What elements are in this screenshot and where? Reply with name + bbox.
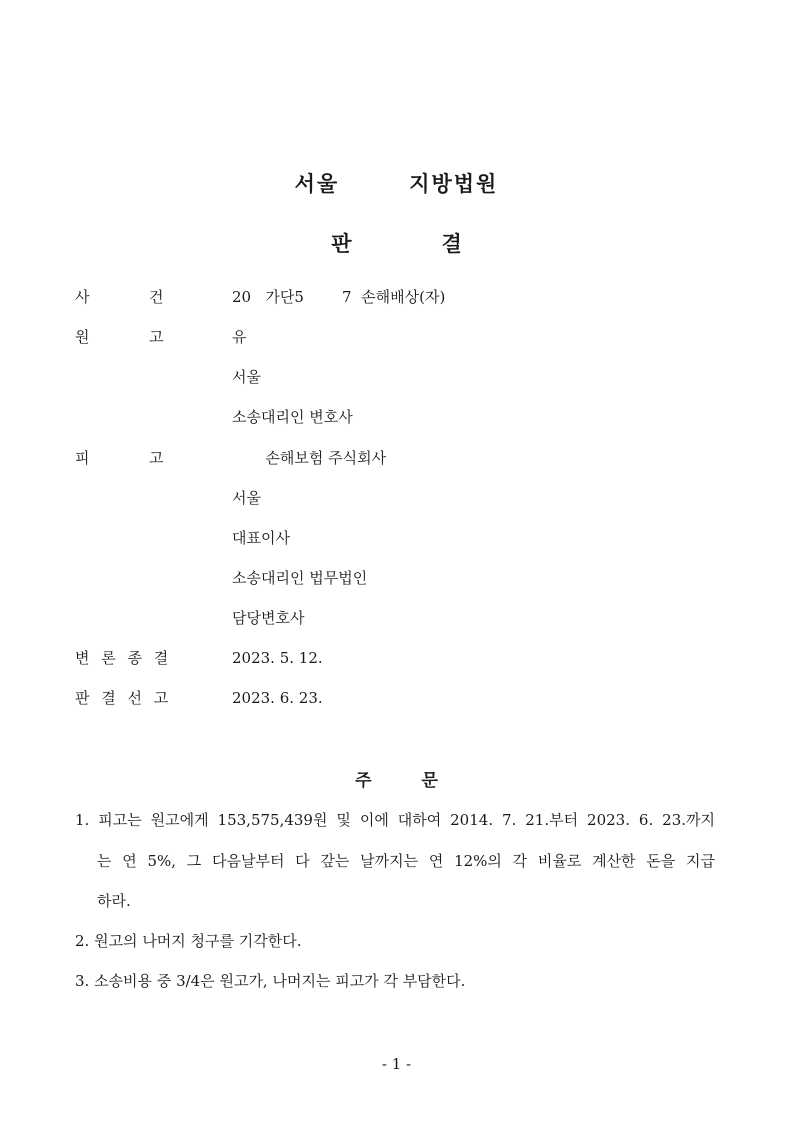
order-title-part2: 문 xyxy=(421,771,438,791)
defendant-address: 서울 xyxy=(232,489,261,507)
order-title-part1: 주 xyxy=(355,771,372,791)
court-name-part1: 서울 xyxy=(294,172,340,196)
defendant-counsel: 소송대리인 법무법인 xyxy=(232,569,368,587)
order-item-3: 3. 소송비용 중 3/4은 원고가, 나머지는 피고가 각 부담한다. xyxy=(75,972,466,990)
defendant-attorney: 담당변호사 xyxy=(232,609,305,627)
plaintiff-address: 서울 xyxy=(232,368,261,386)
document-title-part2: 결 xyxy=(441,232,462,256)
order-item-2: 2. 원고의 나머지 청구를 기각한다. xyxy=(75,932,302,950)
defendant-name: 손해보험 주식회사 xyxy=(232,449,387,467)
hearing-closed-label: 변 론 종 결 xyxy=(75,649,172,667)
document-title xyxy=(0,228,793,258)
page-number: - 1 - xyxy=(381,1055,412,1073)
order-title xyxy=(0,766,793,791)
order-item-1-line-2: 는 연 5%, 그 다음날부터 다 갚는 날까지는 연 12%의 각 비율로 계산한 돈을 지급 xyxy=(97,852,715,870)
hearing-closed-date: 2023. 5. 12. xyxy=(232,649,323,667)
court-name xyxy=(0,168,793,198)
judgment-date-label: 판 결 선 고 xyxy=(75,689,172,707)
document-title-part1: 판 xyxy=(331,232,352,256)
plaintiff-name: 유 xyxy=(232,328,247,346)
order-item-1-line-3: 하라. xyxy=(97,892,131,910)
judgment-date: 2023. 6. 23. xyxy=(232,689,323,707)
defendant-representative: 대표이사 xyxy=(232,529,290,547)
case-number-value: 20 가단5 7 손해배상(자) xyxy=(232,288,446,306)
plaintiff-counsel: 소송대리인 변호사 xyxy=(232,408,353,426)
court-name-part2: 지방법원 xyxy=(409,172,499,196)
order-item-1-line-1: 1. 피고는 원고에게 153,575,439원 및 이에 대하여 2014. 7. 21.부터 2023. 6. 23.까지 xyxy=(75,811,715,829)
